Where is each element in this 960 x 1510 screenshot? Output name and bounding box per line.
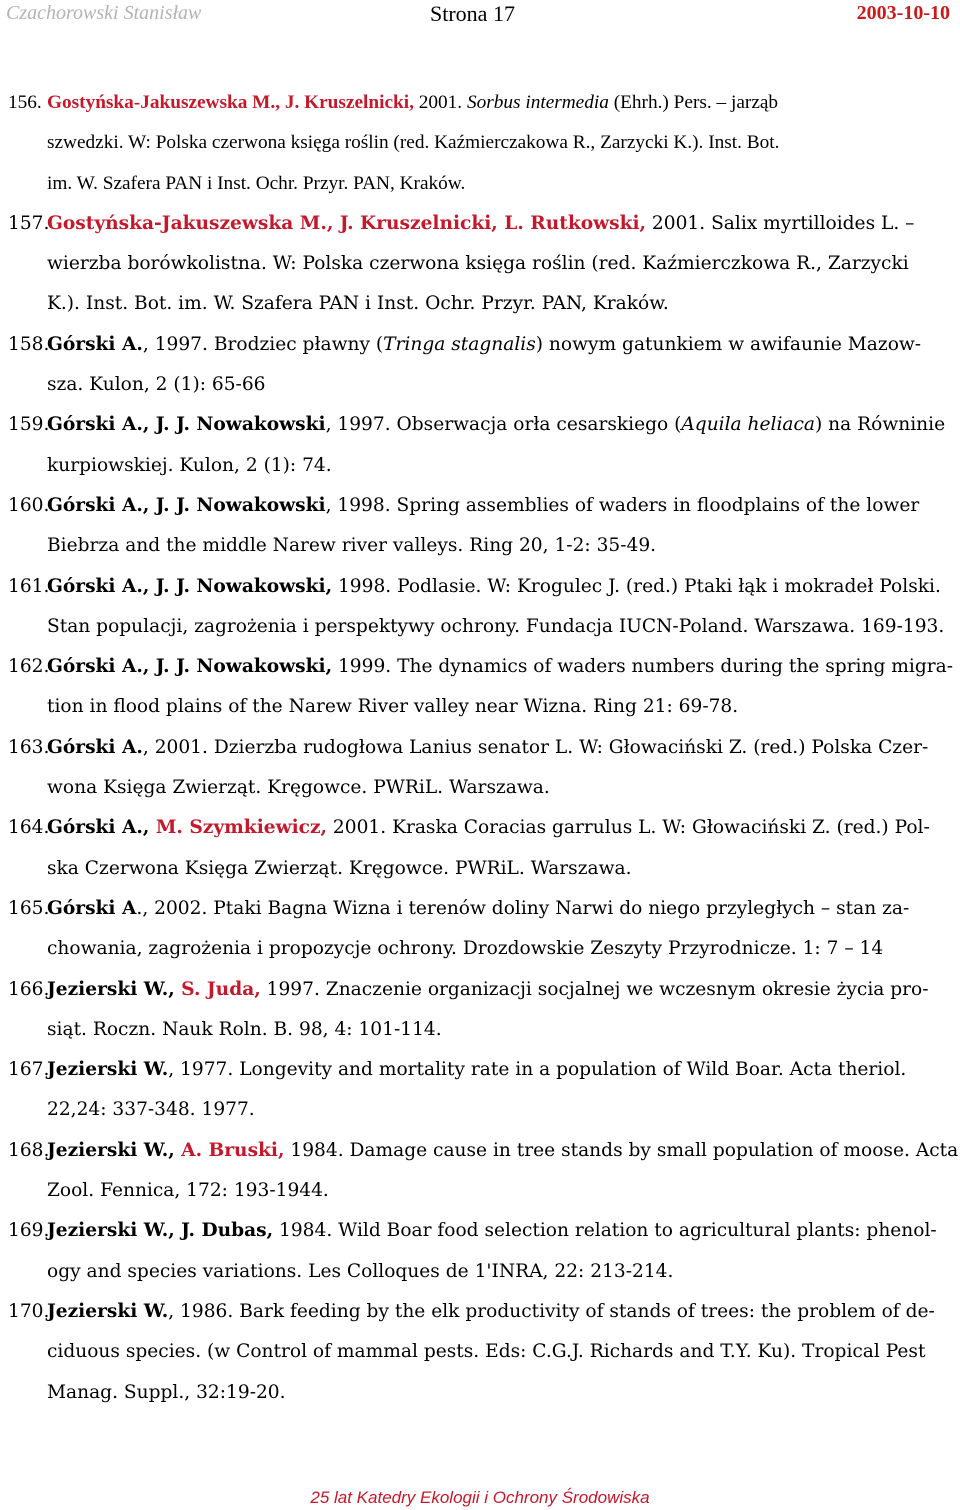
entry-text: ) nowym gatunkiem w awifaunie Mazow-: [535, 333, 922, 355]
entry-authors: Górski A., J. J. Nowakowski,: [47, 575, 333, 597]
entry-line: sza. Kulon, 2 (1): 65-66: [47, 374, 266, 396]
entry-line: ska Czerwona Księga Zwierząt. Kręgowce. PWRiL. Warszawa.: [47, 857, 632, 879]
entry-number: 170.: [8, 1300, 50, 1322]
entry-number: 158.: [8, 333, 50, 355]
entry-line: [47, 325, 960, 365]
bibliography-entry: [0, 1292, 960, 1413]
entry-number: 167.: [8, 1059, 50, 1081]
header-page-number: Strona 17: [430, 1, 515, 26]
entry-authors: Górski A., J. J. Nowakowski,: [47, 656, 333, 678]
bibliography-entry: [0, 728, 960, 809]
entry-line: [47, 1211, 960, 1251]
entry-text: 2001. Kraska Coracias garrulus L. W: Głowaciński Z. (red.) Pol-: [327, 817, 930, 839]
entry-line: [47, 889, 960, 929]
bibliography-entry: [0, 325, 960, 406]
entry-text: 1984. Damage cause in tree stands by small population of moose. Acta: [284, 1139, 959, 1161]
entry-text: 1997. Znaczenie organizacji socjalnej we wczesnym okresie życia pro-: [260, 978, 929, 1000]
entry-line: [47, 1050, 960, 1090]
species-name: Sorbus intermedia: [466, 92, 609, 113]
entry-line: im. W. Szafera PAN i Inst. Ochr. Przyr. PAN, Kraków.: [47, 172, 466, 194]
entry-line: [47, 83, 960, 123]
bibliography-entry: [0, 647, 960, 728]
entry-text: ., 2002. Ptaki Bagna Wizna i terenów doliny Narwi do niego przyległych – stan za-: [136, 897, 910, 919]
entry-line: [47, 970, 960, 1010]
bibliography-entry: [0, 970, 960, 1051]
entry-line: kurpiowskiej. Kulon, 2 (1): 74.: [47, 454, 332, 476]
entry-authors: Jezierski W.: [47, 1300, 169, 1322]
entry-authors: Gostyńska-Jakuszewska M., J. Kruszelnicki, L. Rutkowski,: [47, 212, 647, 234]
entry-number: 161.: [8, 575, 50, 597]
entry-text: , 1998. Spring assemblies of waders in floodplains of the lower: [325, 494, 920, 516]
bibliography-entry: [0, 1211, 960, 1292]
entry-number: 164.: [8, 817, 50, 839]
entry-line: ciduous species. (w Control of mammal pests. Eds: C.G.J. Richards and T.Y. Ku). Tropical Pest: [47, 1341, 926, 1363]
page-header: [0, 0, 960, 30]
entry-line: [47, 1131, 960, 1171]
entry-text: (Ehrh.) Pers. – jarząb: [608, 92, 779, 113]
entry-authors: Jezierski W., J. Dubas,: [47, 1220, 274, 1242]
entry-coauthor: A. Bruski,: [174, 1139, 285, 1161]
entry-authors: Gostyńska-Jakuszewska M., J. Kruszelnicki,: [47, 92, 414, 113]
bibliography-entry: [0, 808, 960, 889]
header-date: 2003-10-10: [856, 2, 950, 24]
bibliography-list: [0, 83, 960, 1413]
entry-line: [47, 728, 960, 768]
entry-number: 166.: [8, 978, 50, 1000]
bibliography-entry: [0, 1131, 960, 1212]
entry-line: Stan populacji, zagrożenia i perspektywy ochrony. Fundacja IUCN-Poland. Warszawa. 169-193.: [47, 615, 945, 637]
entry-authors: Górski A., J. J. Nowakowski: [47, 494, 326, 516]
entry-line: [47, 808, 960, 848]
entry-text: 1998. Podlasie. W: Krogulec J. (red.) Ptaki łąk i mokradeł Polski.: [332, 575, 941, 597]
bibliography-entry: [0, 204, 960, 325]
entry-line: Zool. Fennica, 172: 193-1944.: [47, 1180, 329, 1202]
entry-number: 169.: [8, 1220, 50, 1242]
entry-authors: Górski A., J. J. Nowakowski: [47, 414, 326, 436]
species-name: Tringa stagnalis: [383, 333, 536, 355]
entry-text: 1999. The dynamics of waders numbers during the spring migra-: [332, 656, 954, 678]
entry-line: Biebrza and the middle Narew river valleys. Ring 20, 1-2: 35-49.: [47, 535, 657, 557]
entry-authors: Jezierski W.,: [47, 978, 175, 1000]
page-footer: [0, 1488, 960, 1508]
entry-number: 160.: [8, 494, 50, 516]
entry-authors: Jezierski W.,: [47, 1139, 175, 1161]
entry-authors: Górski A.: [47, 736, 143, 758]
entry-number: 163.: [8, 736, 50, 758]
entry-text: 1984. Wild Boar food selection relation to agricultural plants: phenol-: [273, 1220, 937, 1242]
entry-line: [47, 486, 960, 526]
species-name: Aquila heliaca: [681, 414, 816, 436]
entry-line: [47, 204, 960, 244]
entry-text: 2001. Salix myrtilloides L. –: [646, 212, 915, 234]
entry-coauthor: M. Szymkiewicz,: [149, 817, 328, 839]
entry-line: Manag. Suppl., 32:19-20.: [47, 1381, 286, 1403]
bibliography-entry: [0, 405, 960, 486]
entry-text: , 1977. Longevity and mortality rate in a population of Wild Boar. Acta theriol.: [168, 1059, 907, 1081]
entry-line: [47, 567, 960, 607]
entry-line: szwedzki. W: Polska czerwona księga roślin (red. Kaźmierczakowa R., Zarzycki K.). Inst. Bot.: [47, 132, 780, 154]
entry-number: 168.: [8, 1139, 50, 1161]
footer-text: 25 lat Katedry Ekologii i Ochrony Środowiska: [310, 1488, 650, 1507]
bibliography-entry: [0, 1050, 960, 1131]
entry-number: 159.: [8, 414, 50, 436]
entry-authors: Jezierski W.: [47, 1059, 169, 1081]
entry-line: 22,24: 337-348. 1977.: [47, 1099, 255, 1121]
entry-line: [47, 405, 960, 445]
entry-number: 157.: [8, 212, 50, 234]
entry-line: wona Księga Zwierząt. Kręgowce. PWRiL. Warszawa.: [47, 777, 550, 799]
entry-number: 165.: [8, 897, 50, 919]
entry-line: ogy and species variations. Les Colloques de 1'INRA, 22: 213-214.: [47, 1260, 674, 1282]
bibliography-entry: [0, 889, 960, 970]
entry-authors: Górski A.: [47, 333, 143, 355]
entry-number: 162.: [8, 656, 50, 678]
entry-text: , 1997. Brodziec pławny (: [142, 333, 384, 355]
bibliography-entry: [0, 567, 960, 648]
entry-text: , 1997. Obserwacja orła cesarskiego (: [325, 414, 682, 436]
bibliography-entry: [0, 83, 960, 204]
entry-line: [47, 647, 960, 687]
entry-line: K.). Inst. Bot. im. W. Szafera PAN i Inst. Ochr. Przyr. PAN, Kraków.: [47, 293, 669, 315]
entry-coauthor: S. Juda,: [174, 978, 261, 1000]
entry-line: tion in flood plains of the Narew River valley near Wizna. Ring 21: 69-78.: [47, 696, 739, 718]
header-author: Czachorowski Stanisław: [6, 2, 202, 24]
bibliography-entry: [0, 486, 960, 567]
entry-line: siąt. Roczn. Nauk Roln. B. 98, 4: 101-114.: [47, 1018, 442, 1040]
entry-authors: Górski A.,: [47, 817, 150, 839]
entry-text: , 2001. Dzierzba rudogłowa Lanius senator L. W: Głowaciński Z. (red.) Polska Czer-: [142, 736, 929, 758]
entry-text: ) na Równinie: [815, 414, 946, 436]
entry-line: [47, 1292, 960, 1332]
entry-authors: Górski A: [47, 897, 137, 919]
entry-text: 2001.: [413, 92, 467, 113]
entry-line: wierzba borówkolistna. W: Polska czerwona księga roślin (red. Kaźmierczkowa R., Zarzycki: [47, 253, 909, 275]
entry-text: , 1986. Bark feeding by the elk productivity of stands of trees: the problem of de-: [168, 1300, 935, 1322]
entry-line: chowania, zagrożenia i propozycje ochrony. Drozdowskie Zeszyty Przyrodnicze. 1: 7 – 14: [47, 938, 884, 960]
entry-number: 156.: [8, 92, 42, 113]
